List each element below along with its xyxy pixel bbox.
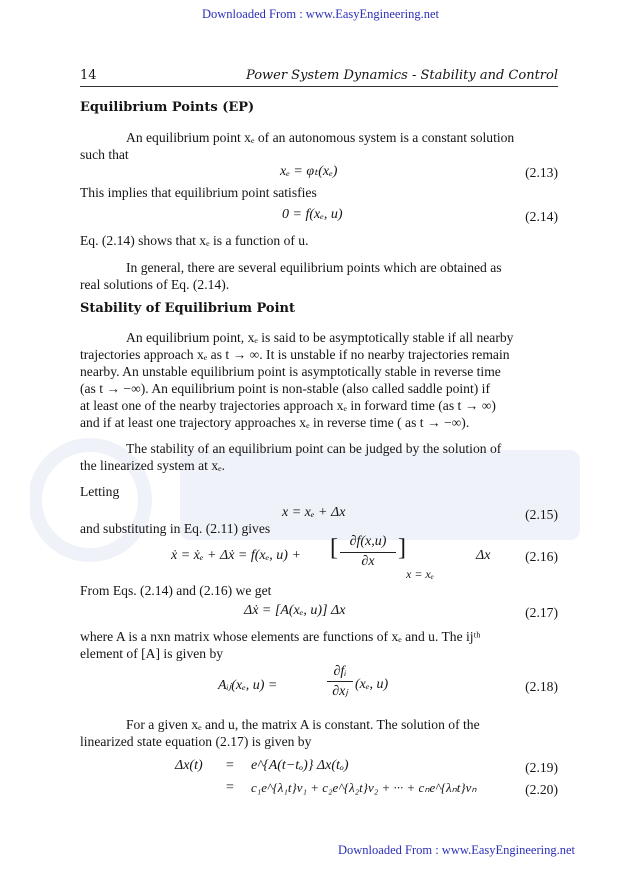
equation-2-15: x = xₑ + Δx <box>282 505 346 520</box>
paragraph-line: real solutions of Eq. (2.14). <box>80 277 230 292</box>
equation-2-13: xₑ = φₜ(xₑ) <box>280 164 338 179</box>
paragraph-line: and if at least one trajectory approaches xₑ in reverse time ( as t → −∞). <box>80 415 470 430</box>
paragraph-line: In general, there are several equilibrium points which are obtained as <box>126 260 502 275</box>
equation-number: (2.14) <box>525 209 558 224</box>
paragraph-line: such that <box>80 147 129 162</box>
equation-2-20-rhs: c₁e^{λ₁t}v₁ + c₂e^{λ₂t}v₂ + ··· + cₙe^{λₙt}vₙ <box>251 780 477 795</box>
section-title-ep: Equilibrium Points (EP) <box>80 100 255 115</box>
paragraph-line: For a given xₑ and u, the matrix A is constant. The solution of the <box>126 717 480 732</box>
fraction-bar <box>327 681 353 682</box>
fraction-denominator: ∂xⱼ <box>332 684 348 699</box>
bracket-right: ] <box>398 535 406 561</box>
paragraph-line: trajectories approach xₑ as t → ∞. It is unstable if no nearby trajectories remain <box>80 347 510 362</box>
equation-number: (2.16) <box>525 549 558 564</box>
equation-2-19-rhs: e^{A(t−tₒ)} Δx(tₒ) <box>251 758 349 773</box>
equals-sign: = <box>226 758 234 773</box>
paragraph-line: (as t → −∞). An equilibrium point is non-stable (also called saddle point) if <box>80 381 490 396</box>
fraction-bar <box>340 552 396 553</box>
equation-number: (2.19) <box>525 760 558 775</box>
paragraph-line: This implies that equilibrium point satisfies <box>80 185 317 200</box>
equation-number: (2.18) <box>525 679 558 694</box>
fraction-numerator: ∂f(x,u) <box>349 534 387 549</box>
equation-number: (2.20) <box>525 782 558 797</box>
paragraph-line: Eq. (2.14) shows that xₑ is a function of u. <box>80 233 309 248</box>
fraction-denominator: ∂x <box>361 554 375 569</box>
equation-2-14: 0 = f(xₑ, u) <box>282 207 343 222</box>
paragraph-line: where A is a nxn matrix whose elements are functions of xₑ and u. The ijᵗʰ <box>80 629 481 644</box>
header-rule <box>80 86 558 87</box>
running-title: Power System Dynamics - Stability and Control <box>245 68 558 83</box>
paragraph-line: and substituting in Eq. (2.11) gives <box>80 521 271 536</box>
download-link-top[interactable]: Downloaded From : www.EasyEngineering.net <box>202 7 439 21</box>
paragraph-line: The stability of an equilibrium point can be judged by the solution of <box>126 441 502 456</box>
download-link-bottom[interactable]: Downloaded From : www.EasyEngineering.net <box>338 843 575 857</box>
equation-2-16-lhs: ẋ = ẋₑ + Δẋ = f(xₑ, u) + <box>171 548 301 563</box>
paragraph-line: An equilibrium point xₑ of an autonomous system is a constant solution <box>126 130 515 145</box>
equation-number: (2.17) <box>525 605 558 620</box>
equation-number: (2.13) <box>525 165 558 180</box>
bracket-left: [ <box>330 535 338 561</box>
paragraph-line: An equilibrium point, xₑ is said to be asymptotically stable if all nearby <box>126 330 514 345</box>
paragraph-line: linearized state equation (2.17) is given by <box>80 734 312 749</box>
equation-2-16-rhs: Δx <box>476 548 491 563</box>
paragraph-line: From Eqs. (2.14) and (2.16) we get <box>80 583 272 598</box>
equals-sign: = <box>226 780 234 795</box>
equation-number: (2.15) <box>525 507 558 522</box>
section-title-stability: Stability of Equilibrium Point <box>80 301 295 316</box>
equation-2-17: Δẋ = [A(xₑ, u)] Δx <box>244 603 346 618</box>
paragraph-line: Letting <box>80 484 120 499</box>
equation-2-19-lhs: Δx(t) <box>175 758 203 773</box>
paragraph-line: at least one of the nearby trajectories approach xₑ in forward time (as t → ∞) <box>80 398 496 413</box>
paragraph-line: nearby. An unstable equilibrium point is asymptotically stable in reverse time <box>80 364 501 379</box>
evaluation-subscript: x = xₑ <box>406 567 434 581</box>
fraction-numerator: ∂fᵢ <box>333 664 347 679</box>
paragraph-line: element of [A] is given by <box>80 646 224 661</box>
equation-2-18-rhs: (xₑ, u) <box>355 677 389 692</box>
page-number: 14 <box>80 68 97 83</box>
equation-2-18-lhs: Aᵢⱼ(xₑ, u) = <box>218 678 278 693</box>
paragraph-line: the linearized system at xₑ. <box>80 458 226 473</box>
